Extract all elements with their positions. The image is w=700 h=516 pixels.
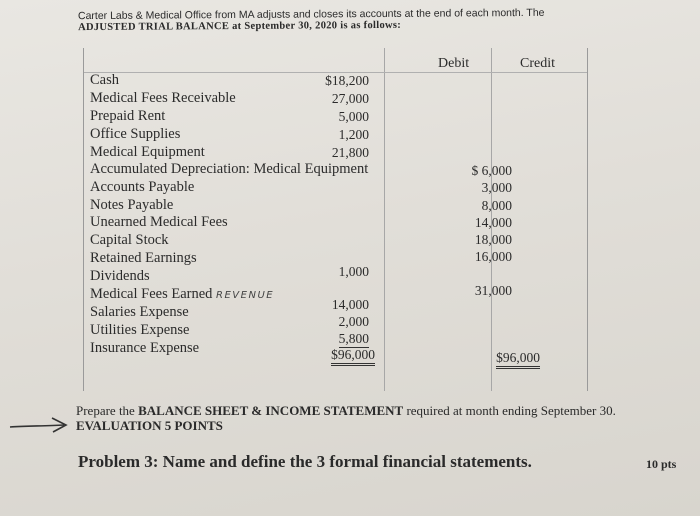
revenue-handwritten-note: REVENUE [216, 290, 275, 301]
instruction-prefix: Prepare the [76, 403, 139, 418]
intro-line-2: ADJUSTED TRIAL BALANCE at September 30, 2020 is as follows: [78, 19, 402, 34]
account-utilities-expense: Utilities Expense [90, 322, 190, 338]
account-medical-equipment: Medical Equipment [90, 144, 205, 160]
debit-medical-fees-receivable: 27,000 [331, 91, 369, 106]
account-capital-stock: Capital Stock [90, 232, 169, 248]
account-medical-fees-earned [90, 286, 274, 303]
intro-text [78, 7, 678, 33]
medical-fees-earned-label: Medical Fees Earned [90, 286, 213, 302]
debit-header: Debit [438, 56, 470, 71]
trial-balance-table [83, 48, 588, 391]
credit-accumulated-depreciation: $ 6,000 [471, 163, 512, 178]
intro-line-1: Carter Labs & Medical Office from MA adjusts and closes its accounts at the end of each month. The [77, 6, 545, 23]
account-notes-payable: Notes Payable [90, 197, 174, 213]
account-salaries-expense: Salaries Expense [90, 304, 189, 320]
handwritten-arrow-icon [8, 413, 72, 437]
debit-insurance-expense: 5,800 [338, 331, 369, 346]
credit-accounts-payable: 3,000 [481, 180, 512, 195]
debit-total: $96,000 [331, 347, 375, 366]
debit-salaries-expense: 14,000 [331, 297, 369, 312]
account-retained-earnings: Retained Earnings [90, 250, 197, 266]
credit-notes-payable: 8,000 [481, 198, 512, 213]
instruction-line [76, 403, 616, 418]
account-accounts-payable: Accounts Payable [90, 179, 195, 195]
account-unearned-medical-fees: Unearned Medical Fees [90, 214, 228, 230]
debit-office-supplies: 1,200 [338, 127, 369, 142]
debit-prepaid-rent: 5,000 [338, 109, 369, 124]
evaluation-points: EVALUATION 5 POINTS [76, 418, 223, 433]
credit-total: $96,000 [496, 350, 540, 369]
instruction-suffix: required at month ending September 30. [403, 403, 616, 418]
credit-retained-earnings: 16,000 [474, 249, 512, 264]
credit-header: Credit [520, 56, 555, 71]
debit-utilities-expense: 2,000 [338, 314, 369, 329]
account-prepaid-rent: Prepaid Rent [90, 108, 166, 124]
account-insurance-expense: Insurance Expense [90, 340, 200, 356]
credit-capital-stock: 18,000 [474, 232, 512, 247]
account-dividends: Dividends [90, 268, 150, 284]
account-accumulated-depreciation: Accumulated Depreciation: Medical Equipment [90, 161, 369, 177]
debit-column-divider [384, 48, 385, 391]
account-medical-fees-receivable: Medical Fees Receivable [90, 90, 236, 106]
credit-medical-fees-earned: 31,000 [474, 283, 512, 298]
instruction-text [76, 403, 616, 433]
account-cash: Cash [90, 72, 119, 88]
instruction-statements: BALANCE SHEET & INCOME STATEMENT [138, 403, 404, 418]
account-office-supplies: Office Supplies [90, 126, 181, 142]
debit-medical-equipment: 21,800 [331, 145, 369, 160]
debit-dividends: 1,000 [338, 264, 369, 279]
problem-3-points: 10 pts [646, 457, 677, 471]
credit-unearned-medical-fees: 14,000 [474, 215, 512, 230]
problem-3-text: Problem 3: Name and define the 3 formal financial statements. [78, 452, 532, 471]
debit-cash: $18,200 [325, 73, 369, 88]
